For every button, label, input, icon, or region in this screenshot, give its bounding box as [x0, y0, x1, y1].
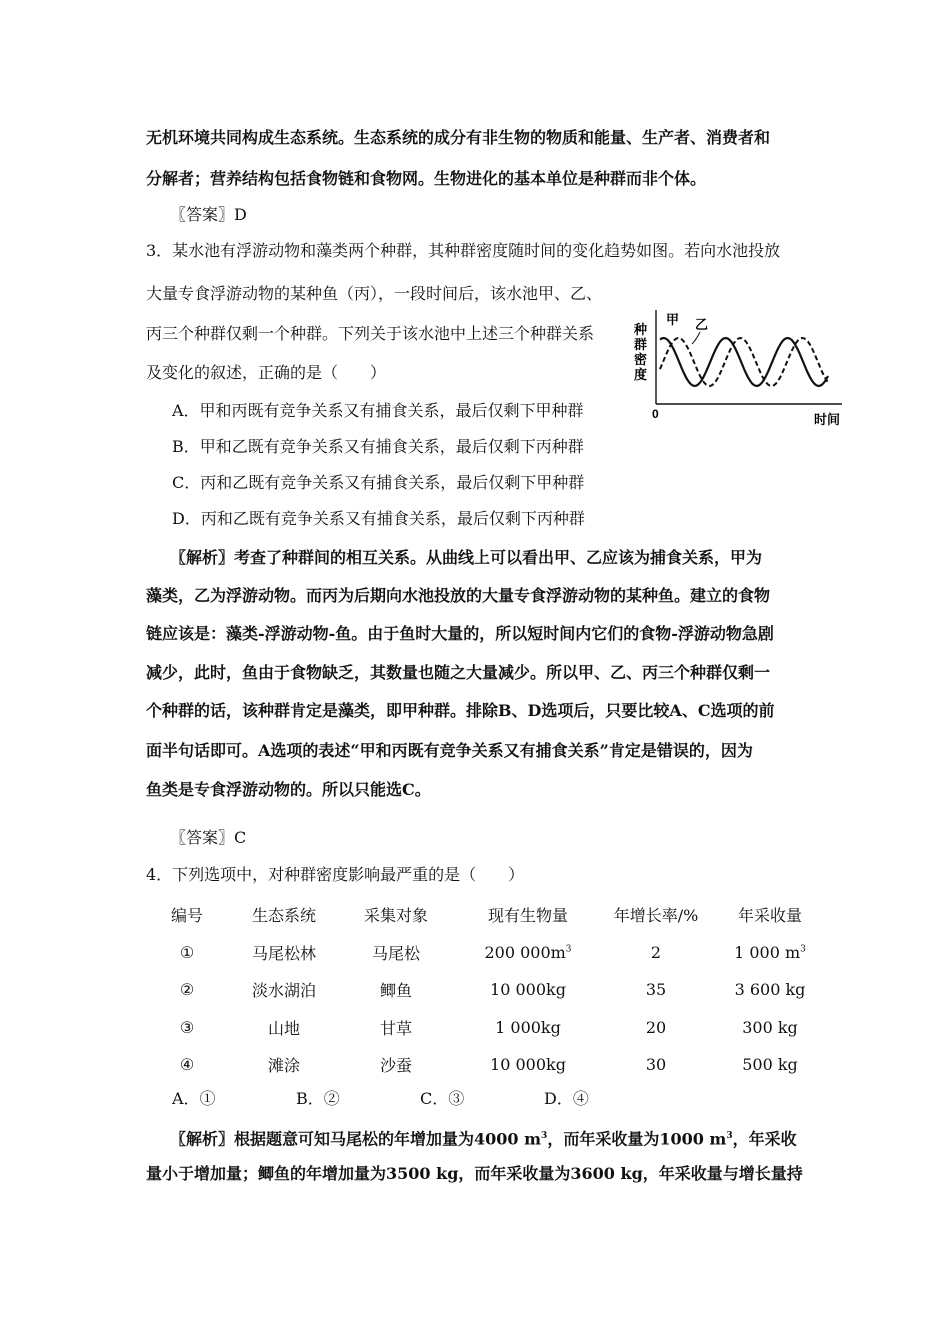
table-cell: 山地	[267, 1018, 300, 1038]
option-b: B．②	[296, 1089, 340, 1108]
question-3-line-3: 丙三个种群仅剩一个种群。下列关于该水池中上述三个种群关系	[146, 324, 595, 343]
option-c: C．丙和乙既有竞争关系又有捕食关系，最后仅剩下甲种群	[172, 473, 585, 492]
table-cell	[704, 934, 836, 972]
question-3-line-4: 及变化的叙述，正确的是（ ）	[146, 363, 387, 382]
table-cell: 鲫鱼	[379, 981, 412, 1001]
question-4: 4．下列选项中，对种群密度影响最严重的是（ ）	[146, 865, 525, 884]
table-cell: ③	[179, 1017, 195, 1037]
y-axis-label-char: 群	[634, 337, 648, 352]
table-cell: 3 600 kg	[734, 980, 806, 1000]
option-a: A．甲和丙既有竞争关系又有捕食关系，最后仅剩下甲种群	[172, 401, 584, 420]
question-3-line-1: 3．某水池有浮游动物和藻类两个种群，其种群密度随时间的变化趋势如图。若向水池投放	[146, 241, 781, 260]
table-cell: ④	[179, 1055, 195, 1075]
series-yi-label: 乙	[695, 317, 709, 332]
table-row	[150, 1046, 836, 1084]
answer-3-analysis-line-7: 鱼类是专食浮游动物的。所以只能选C。	[146, 780, 431, 799]
table-header-cell: 采集对象	[363, 906, 428, 926]
table-cell	[448, 934, 608, 972]
y-axis-label-char: 种	[634, 322, 648, 337]
superscript: 3	[565, 944, 572, 955]
table-cell: 淡水湖泊	[251, 981, 316, 1001]
table-cell: 甘草	[379, 1018, 412, 1038]
table-cell: 35	[645, 980, 667, 1000]
data-table	[150, 896, 836, 1084]
table-cell: 沙蚕	[379, 1056, 412, 1076]
answer-3-analysis-line-2: 藻类，乙为浮游动物。而丙为后期向水池投放的大量专食浮游动物的某种鱼。建立的食物	[146, 586, 771, 605]
superscript: 3	[726, 1131, 733, 1141]
table-cell: 500 kg	[742, 1055, 798, 1075]
table-cell: ②	[179, 980, 195, 1000]
table-header-row	[150, 896, 836, 934]
superscript: 3	[541, 1131, 548, 1141]
answer-3-analysis-line-5: 个种群的话，该种群肯定是藻类，即甲种群。排除B、D选项后，只要比较A、C选项的前	[146, 701, 775, 720]
table-header-cell: 编号	[170, 906, 203, 926]
answer-2: 〖答案〗D	[170, 205, 247, 224]
y-axis-label-char: 密	[634, 352, 648, 367]
series-jia-label: 甲	[666, 312, 680, 327]
y-axis-label-chars	[633, 322, 648, 382]
series-jia-line	[660, 338, 828, 386]
table-cell: 10 000kg	[490, 980, 566, 1000]
table-header-cell: 年增长率/%	[613, 906, 699, 926]
answer-3-analysis-line-4: 减少，此时，鱼由于食物缺乏，其数量也随之大量减少。所以甲、乙、丙三个种群仅剩一	[146, 663, 771, 682]
answer-3-analysis-line-6: 面半句话即可。A选项的表述“甲和丙既有竞争关系又有捕食关系”肯定是错误的，因为	[146, 741, 753, 760]
table-cell: 1 000kg	[495, 1017, 561, 1037]
option-d: D．丙和乙既有竞争关系又有捕食关系，最后仅剩下丙种群	[172, 509, 585, 528]
line-2: 分解者；营养结构包括食物链和食物网。生物进化的基本单位是种群而非个体。	[146, 169, 707, 188]
option-b: B．甲和乙既有竞争关系又有捕食关系，最后仅剩下丙种群	[172, 437, 584, 456]
table-cell: 10 000kg	[490, 1055, 566, 1075]
y-axis-label-char: 度	[634, 367, 648, 382]
superscript: 3	[800, 944, 806, 955]
origin-label: 0	[652, 407, 659, 421]
answer-3: 〖答案〗C	[170, 828, 247, 847]
option-c: C．③	[420, 1089, 465, 1108]
table-row	[150, 934, 836, 972]
x-axis-label: 时间	[814, 412, 841, 427]
analysis-text: 〖解析〗根据题意可知马尾松的年增加量为4000 m	[170, 1129, 542, 1149]
question-4-options	[172, 1086, 668, 1109]
population-density-chart	[628, 300, 850, 435]
analysis-text: ，年采收	[732, 1129, 797, 1149]
table-cell-text: 200 000m	[484, 942, 566, 962]
table-cell: 300 kg	[742, 1017, 798, 1037]
table-row	[150, 1009, 836, 1047]
line-1: 无机环境共同构成生态系统。生态系统的成分有非生物的物质和能量、生产者、消费者和	[146, 128, 771, 147]
answer-3-analysis-line-1: 〖解析〗考查了种群间的相互关系。从曲线上可以看出甲、乙应该为捕食关系，甲为	[170, 548, 763, 567]
table-cell: 马尾松	[371, 943, 420, 963]
question-3-line-2: 大量专食浮游动物的某种鱼（丙），一段时间后，该水池甲、乙、	[146, 284, 603, 303]
answer-3-analysis-line-3: 链应该是：藻类-浮游动物-鱼。由于鱼时大量的，所以短时间内它们的食物-浮游动物急剧	[146, 624, 774, 643]
answer-4-analysis-line-1	[170, 1125, 797, 1150]
table-header-cell: 现有生物量	[487, 906, 568, 926]
table-header-cell: 年采收量	[737, 906, 802, 926]
series-yi-label-pointer	[692, 332, 700, 344]
table-row	[150, 971, 836, 1009]
table-cell: 30	[645, 1055, 667, 1075]
analysis-text: ，而年采收量为1000 m	[547, 1129, 727, 1149]
table-cell: ①	[179, 942, 195, 962]
table-cell: 20	[645, 1017, 667, 1037]
table-cell: 2	[650, 942, 662, 962]
table-cell: 马尾松林	[251, 943, 316, 963]
table-cell: 滩涂	[267, 1056, 300, 1076]
option-d: D．④	[544, 1089, 589, 1108]
answer-4-analysis-line-2: 量小于增加量；鲫鱼的年增加量为3500 kg，而年采收量为3600 kg，年采收量与增长量持	[146, 1164, 803, 1183]
table-cell-text: 1 000 m	[734, 942, 801, 962]
table-header-cell: 生态系统	[251, 906, 316, 926]
option-a: A．①	[172, 1089, 216, 1108]
